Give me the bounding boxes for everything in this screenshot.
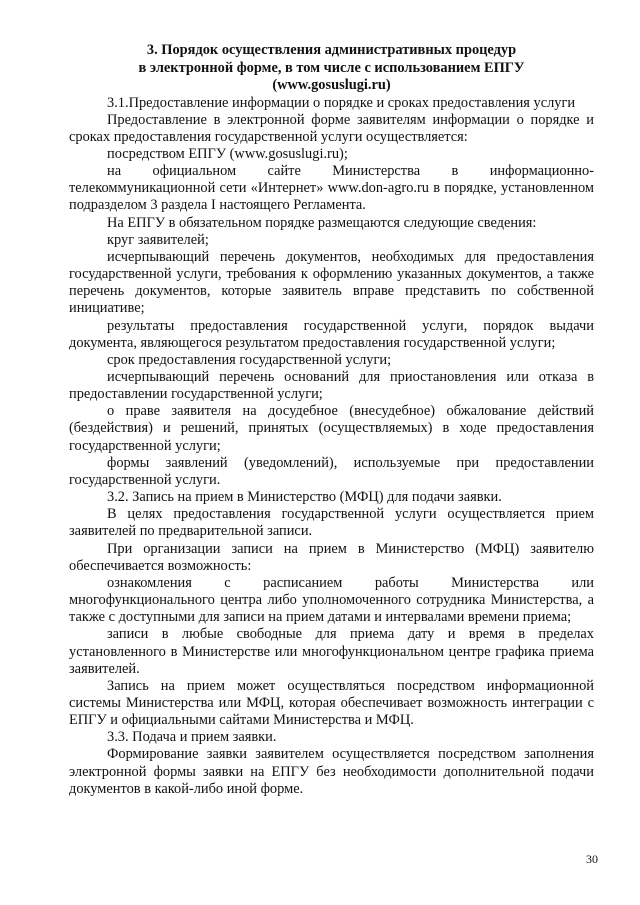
paragraph: На ЕПГУ в обязательном порядке размещаются следующие сведения:: [107, 214, 537, 231]
paragraph: посредством ЕПГУ (www.gosuslugi.ru);: [107, 145, 348, 162]
paragraph: исчерпывающий перечень оснований для приостановления или отказа в предоставлении государственной услуги;: [69, 369, 594, 403]
paragraph: При организации записи на прием в Министерство (МФЦ) заявителю обеспечивается возможность:: [69, 540, 594, 574]
paragraph: записи в любые свободные для приема дату и время в пределах установленного в Министерстве или многофункциональном центре графика приема заявителей.: [69, 626, 594, 677]
paragraph: 3.2. Запись на прием в Министерство (МФЦ) для подачи заявки.: [107, 489, 502, 506]
paragraph: 3.1.Предоставление информации о порядке и сроках предоставления услуги: [107, 94, 576, 111]
paragraph: результаты предоставления государственной услуги, порядок выдачи документа, являющегося результатом предоставления государственной услуги;: [69, 317, 594, 351]
heading-line-3: (www.gosuslugi.ru): [272, 77, 391, 93]
paragraph: 3.3. Подача и прием заявки.: [107, 729, 277, 746]
paragraph: Формирование заявки заявителем осуществляется посредством заполнения электронной формы заявки на ЕПГУ без необходимости дополнительной подачи документов в какой-либо иной форме.: [69, 746, 594, 797]
paragraph: круг заявителей;: [107, 231, 209, 248]
page-number: 30: [586, 852, 598, 866]
body-text: [69, 95, 594, 798]
paragraph: Предоставление в электронной форме заявителям информации о порядке и сроках предоставления государственной услуги осуществляется:: [69, 111, 594, 145]
paragraph: ознакомления с расписанием работы Министерства или многофункционального центра либо уполномоченного сотрудника Министерства, а также с доступными для записи на прием датами и интервалами времени приема;: [69, 574, 594, 626]
heading-line-2: в электронной форме, в том числе с использованием ЕПГУ: [138, 59, 525, 76]
paragraph: В целях предоставления государственной услуги осуществляется прием заявителей по предварительной записи.: [69, 506, 594, 540]
paragraph: срок предоставления государственной услуги;: [107, 351, 392, 368]
section-heading: [69, 42, 594, 95]
paragraph: на официальном сайте Министерства в информационно-телекоммуникационной сети «Интернет» www.don-agro.ru в порядке, установленном подразделом 3 раздела I настоящего Регламента.: [69, 163, 594, 214]
paragraph: исчерпывающий перечень документов, необходимых для предоставления государственной услуги, требования к оформлению указанных документов, а также перечень документов, которые заявитель вправе представить по собственной инициативе;: [69, 248, 594, 317]
paragraph: формы заявлений (уведомлений), используемые при предоставлении государственной услуги.: [69, 454, 594, 488]
heading-line-1: 3. Порядок осуществления административных процедур: [146, 42, 517, 58]
paragraph: Запись на прием может осуществляться посредством информационной системы Министерства или МФЦ, которая обеспечивает возможность интеграции с ЕПГУ и официальными сайтами Министерства и МФЦ.: [69, 677, 594, 729]
paragraph: о праве заявителя на досудебное (внесудебное) обжалование действий (бездействия) и решений, принятых (осуществляемых) в ходе предоставления государственной услуги;: [69, 403, 594, 454]
